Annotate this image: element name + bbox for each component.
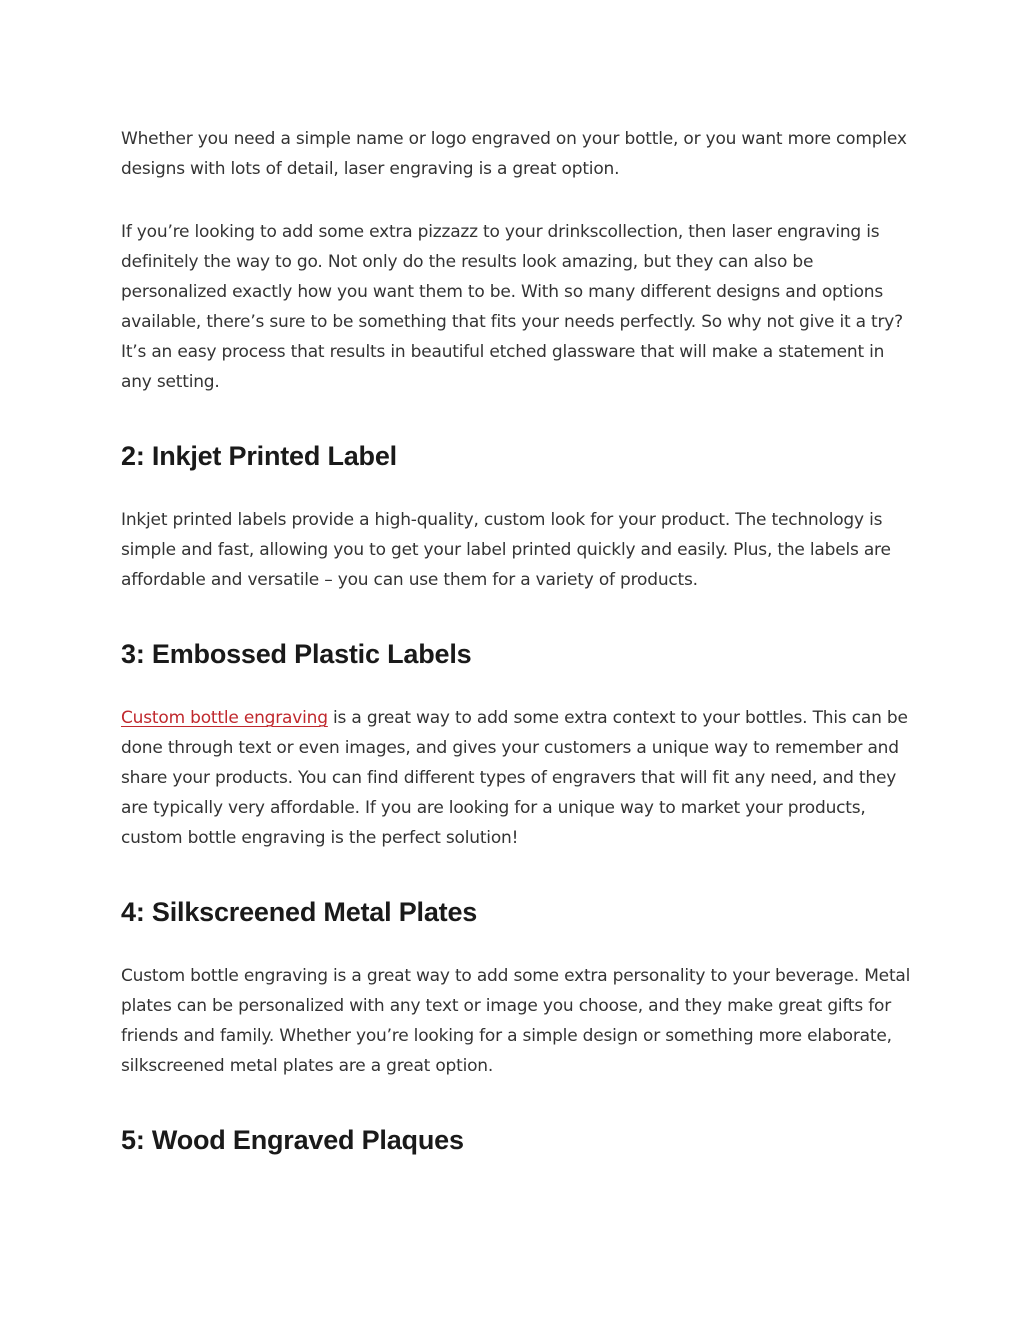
section-body-inkjet: Inkjet printed labels provide a high-quality, custom look for your product. The technology is simple and fast, allowing you to get your label printed quickly and easily. Plus, the labels are affordable and versatile – you can use them for a variety of products.	[121, 510, 891, 590]
section-heading-wood: 5: Wood Engraved Plaques	[121, 1125, 464, 1155]
section-body-embossed	[121, 703, 911, 853]
section-body-silkscreened: Custom bottle engraving is a great way to add some extra personality to your beverage. Metal plates can be personalized with any text or image you choose, and they make great gifts for friends and family. Whether you’re looking for a simple design or something more elaborate, silkscreened metal plates are a great option.	[121, 966, 911, 1076]
intro-paragraph-1: Whether you need a simple name or logo engraved on your bottle, or you want more complex designs with lots of detail, laser engraving is a great option.	[121, 129, 907, 179]
intro-paragraph-2: If you’re looking to add some extra pizzazz to your drinkscollection, then laser engraving is definitely the way to go. Not only do the results look amazing, but they can also be personalized exactly how you want them to be. With so many different designs and options available, there’s sure to be something that fits your needs perfectly. So why not give it a try? It’s an easy process that results in beautiful etched glassware that will make a statement in any setting.	[121, 222, 903, 392]
document-page	[121, 124, 911, 1157]
section-heading-silkscreened: 4: Silkscreened Metal Plates	[121, 897, 478, 927]
section-heading-inkjet: 2: Inkjet Printed Label	[121, 441, 397, 471]
section-heading-embossed: 3: Embossed Plastic Labels	[121, 639, 472, 669]
custom-bottle-engraving-link[interactable]: Custom bottle engraving	[121, 708, 328, 728]
section-body-embossed-text: is a great way to add some extra context to your bottles. This can be done through text or even images, and gives your customers a unique way to remember and share your products. You can find different types of engravers that will fit any need, and they are typically very affordable. If you are looking for a unique way to market your products, custom bottle engraving is the perfect solution!	[121, 708, 908, 848]
